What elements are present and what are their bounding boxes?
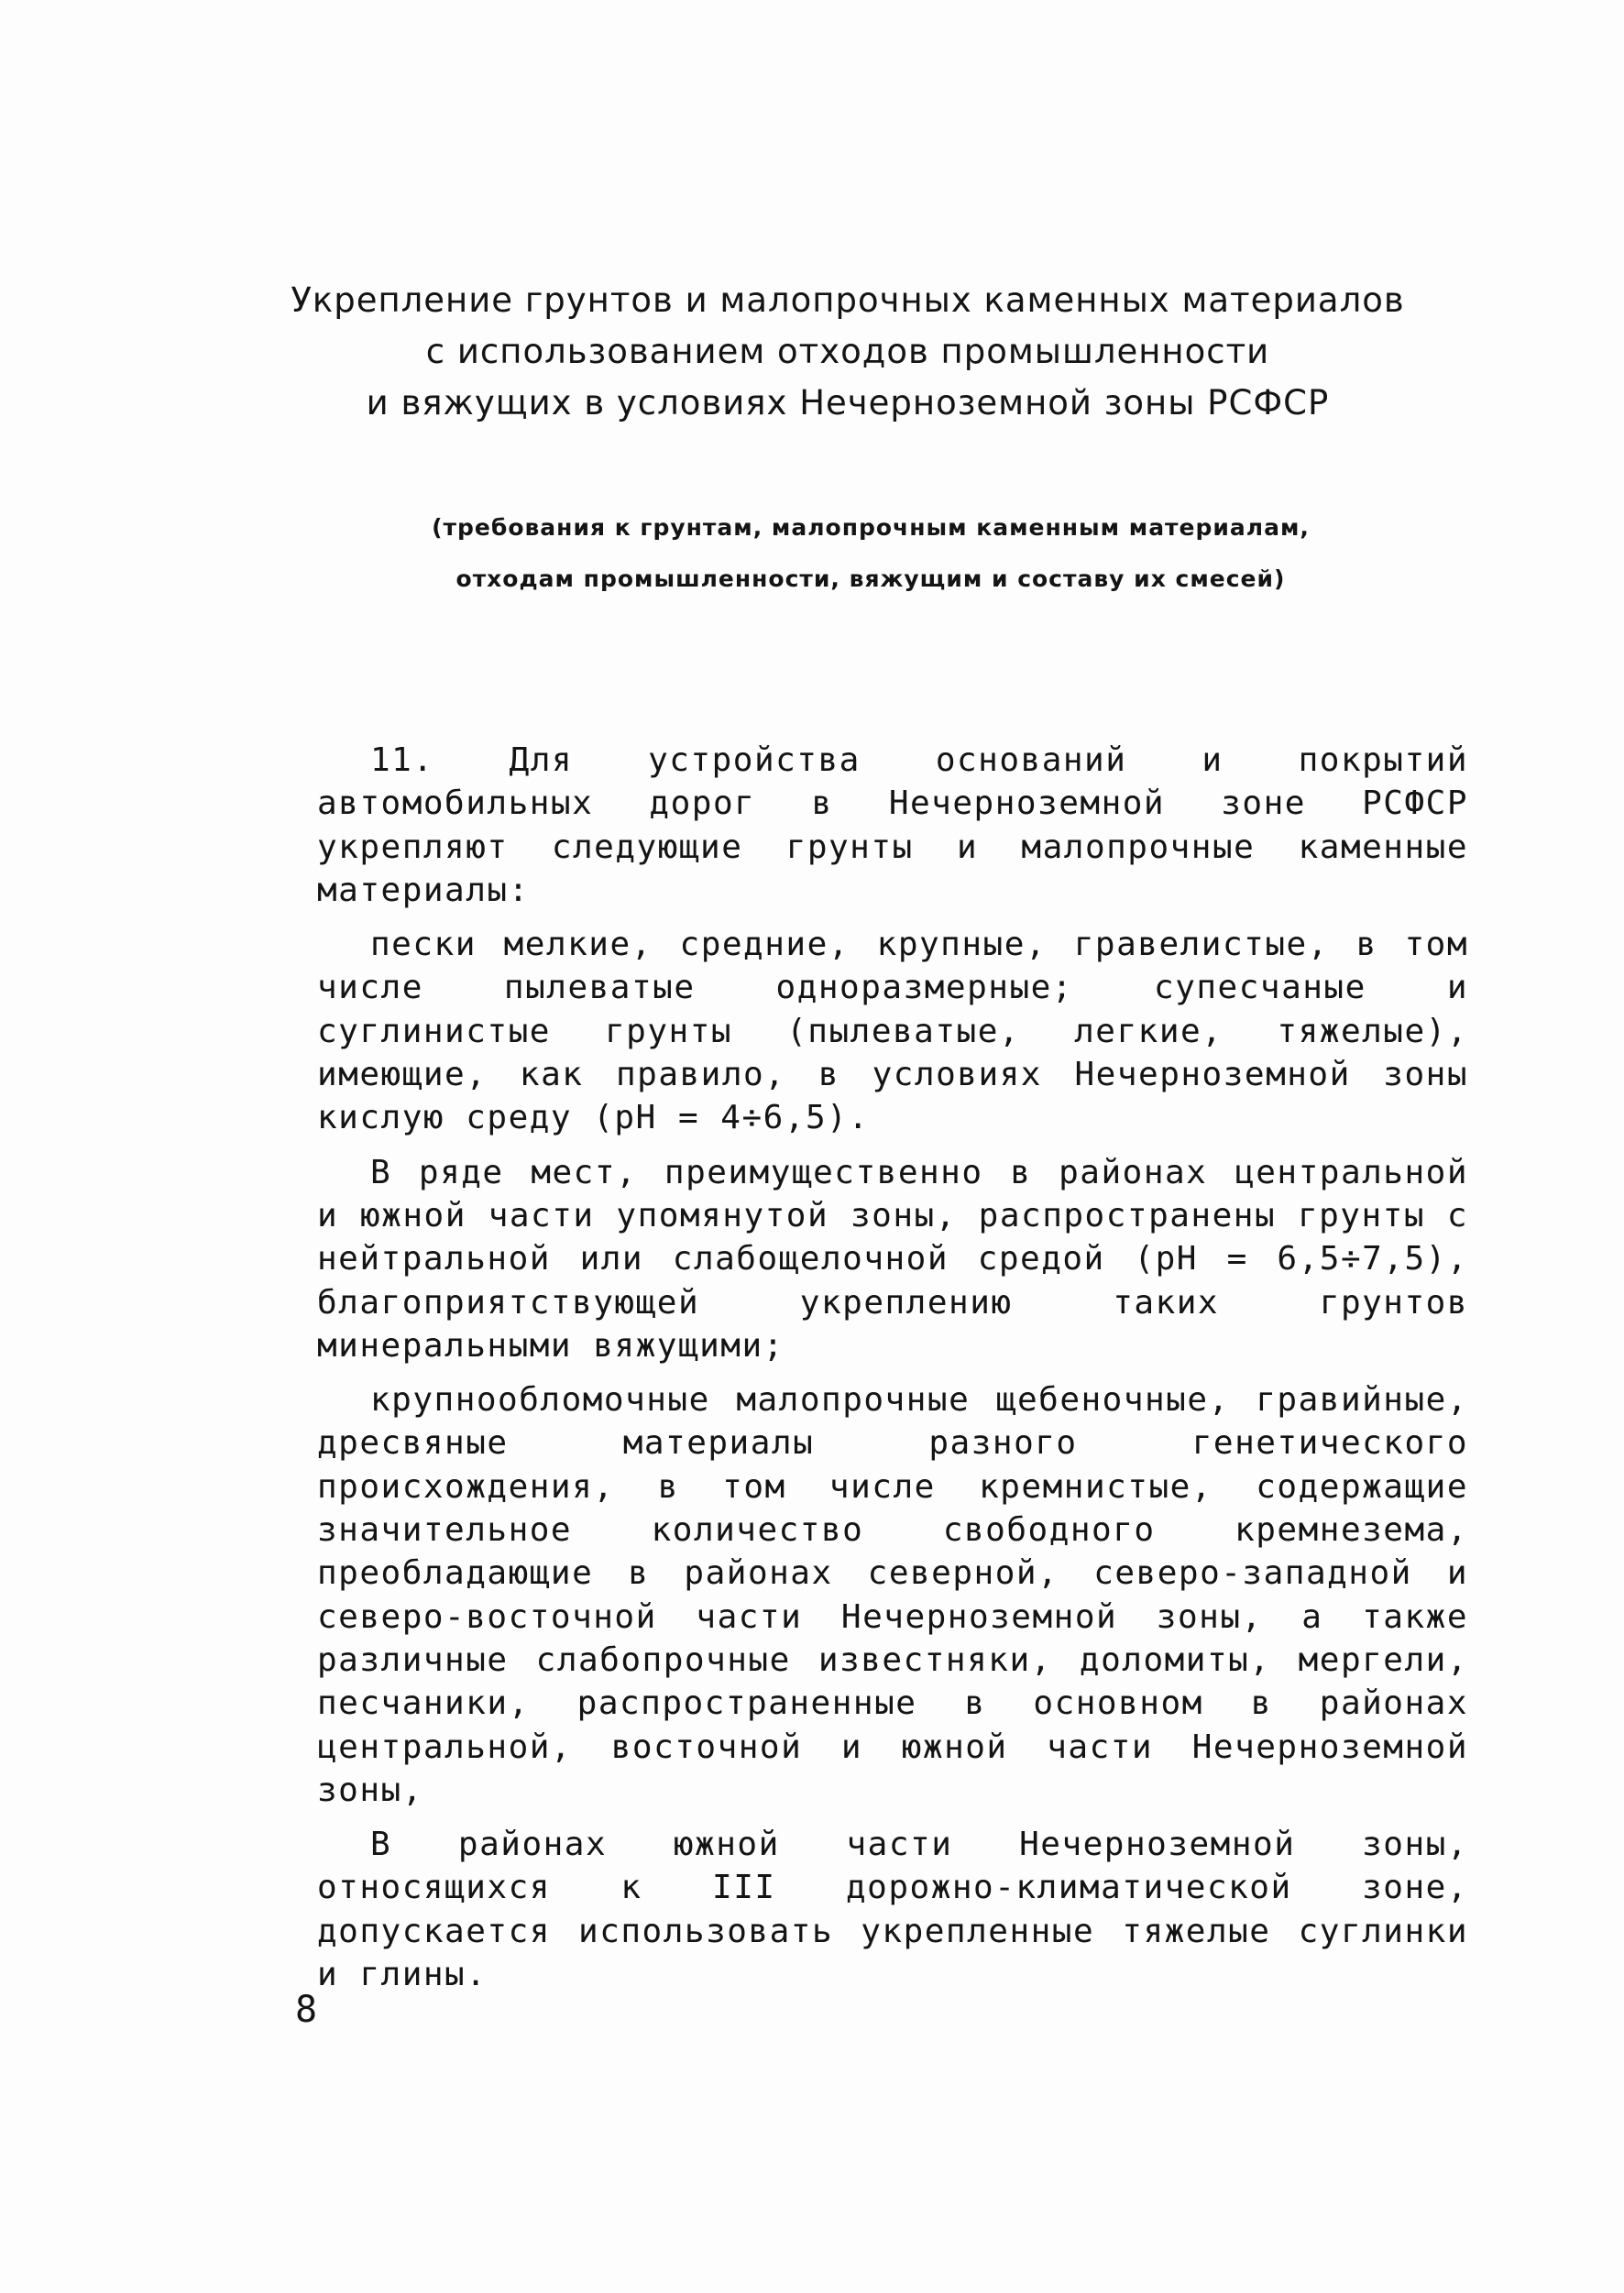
page-number: 8 — [295, 1989, 318, 2031]
paragraph-south-zone: В районах южной части Нечерноземной зоны, относящихся к III дорожно-климатической зоне, допускается использовать укрепленные тяжелые суглинки и глины. — [317, 1826, 1468, 1994]
subtitle-line-2: отходам промышленности, вяжущим и составу их смесей) — [455, 565, 1286, 592]
document-title — [275, 275, 1421, 429]
title-line-2: с использованием отходов промышленности — [425, 332, 1270, 371]
paragraph-11: 11. Для устройства оснований и покрытий автомобильных дорог в Нечерноземной зоне РСФСР укрепляют следующие грунты и малопрочные каменные материалы: — [317, 741, 1468, 909]
document-subtitle — [385, 502, 1356, 605]
paragraph-neutral-soils: В ряде мест, преимущественно в районах центральной и южной части упомянутой зоны, распространены грунты с нейтральной или слабощелочной средой (рН = 6,5÷7,5), благоприятствующей укреплению таких грунтов минеральными вяжущими; — [317, 1153, 1468, 1365]
title-line-3: и вяжущих в условиях Нечерноземной зоны РСФСР — [366, 383, 1330, 422]
paragraph-coarse-materials: крупнообломочные малопрочные щебеночные, гравийные, дресвяные материалы разного генетического происхождения, в том числе кремнистые, содержащие значительное количество свободного кремнезема, преобладающие в районах северной, северо-западной и северо-восточной части Нечерноземной зоны, а также различные слабопрочные известняки, доломиты, мергели, песчаники, распространенные в основном в районах центральной, восточной и южной части Нечерноземной зоны, — [317, 1381, 1468, 1809]
paragraph-sands: пески мелкие, средние, крупные, гравелистые, в том числе пылеватые одноразмерные; супесчаные и суглинистые грунты (пылеватые, легкие, тяжелые), имеющие, как правило, в условиях Нечерноземной зоны кислую среду (рН = 4÷6,5). — [317, 926, 1468, 1137]
subtitle-line-1: (требования к грунтам, малопрочным каменным материалам, — [432, 514, 1310, 541]
body-text — [317, 739, 1468, 1996]
title-line-1: Укрепление грунтов и малопрочных каменных материалов — [291, 280, 1405, 320]
